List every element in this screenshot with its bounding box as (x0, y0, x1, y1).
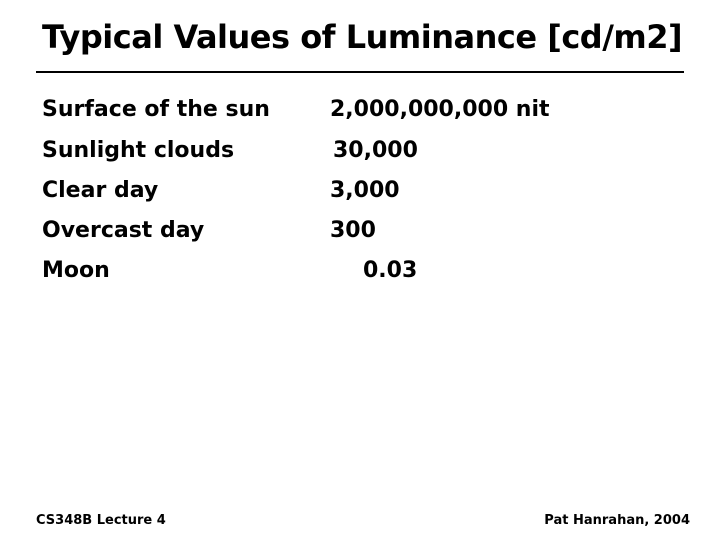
table-row-overcast-day (42, 218, 662, 248)
row-label: Moon (42, 258, 110, 283)
row-label: Sunlight clouds (42, 138, 235, 163)
row-value: 30,000 (333, 138, 418, 163)
row-value: 0.03 (363, 258, 418, 283)
footer-course: CS348B Lecture 4 (36, 513, 166, 528)
slide-title: Typical Values of Luminance [cd/m2] (42, 18, 683, 56)
row-value: 3,000 (330, 178, 400, 203)
row-value: 2,000,000,000 nit (330, 97, 550, 122)
table-row-sunlight-clouds (42, 138, 662, 168)
table-row-moon (42, 258, 662, 288)
row-label: Overcast day (42, 218, 205, 243)
table-row-sun (42, 97, 662, 127)
row-label: Surface of the sun (42, 97, 270, 122)
row-label: Clear day (42, 178, 159, 203)
title-divider (36, 71, 684, 73)
table-row-clear-day (42, 178, 662, 208)
footer-author: Pat Hanrahan, 2004 (544, 513, 690, 528)
row-value: 300 (330, 218, 376, 243)
